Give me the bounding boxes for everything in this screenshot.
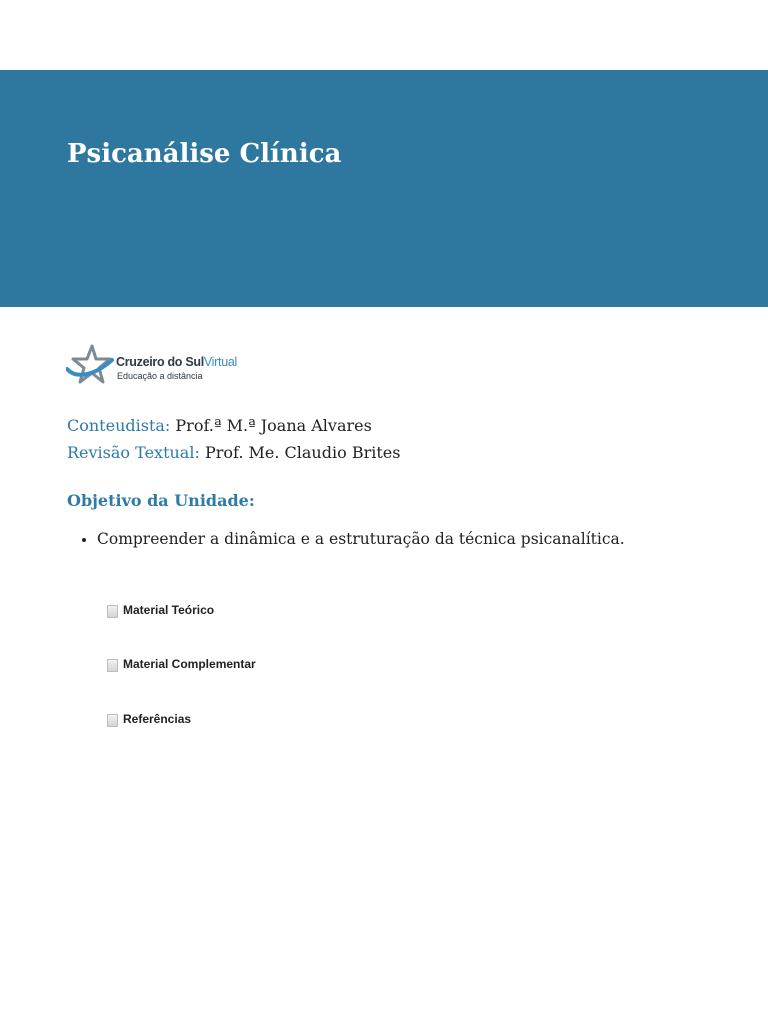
document-icon <box>107 714 118 727</box>
header-banner <box>0 70 768 307</box>
logo-name <box>116 355 237 369</box>
referencias-link[interactable] <box>107 710 191 728</box>
institution-logo <box>66 344 236 388</box>
logo-tagline: Educação a distância <box>117 371 203 381</box>
material-teorico-link[interactable] <box>107 601 214 619</box>
material-complementar-link[interactable] <box>107 655 256 673</box>
credit-reviewer <box>67 442 400 464</box>
credit-reviewer-label: Revisão Textual: <box>67 443 200 462</box>
credit-reviewer-value: Prof. Me. Claudio Brites <box>204 443 401 462</box>
star-swoosh-icon <box>66 344 114 388</box>
material-teorico-label: Material Teórico <box>123 603 215 617</box>
page-title: Psicanálise Clínica <box>67 139 342 169</box>
objective-list <box>67 528 625 550</box>
logo-name-secondary: Virtual <box>203 355 237 369</box>
list-item: Compreender a dinâmica e a estruturação da técnica psicanalítica. <box>67 528 625 550</box>
material-complementar-label: Material Complementar <box>123 657 256 671</box>
credit-author-label: Conteudista: <box>67 416 171 435</box>
credit-author-value: Prof.ª M.ª Joana Alvares <box>175 416 372 435</box>
credit-author <box>67 415 372 437</box>
logo-name-primary: Cruzeiro do Sul <box>116 355 204 369</box>
document-icon <box>107 659 118 672</box>
objective-title: Objetivo da Unidade: <box>67 491 255 510</box>
document-icon <box>107 605 118 618</box>
referencias-label: Referências <box>123 712 192 726</box>
